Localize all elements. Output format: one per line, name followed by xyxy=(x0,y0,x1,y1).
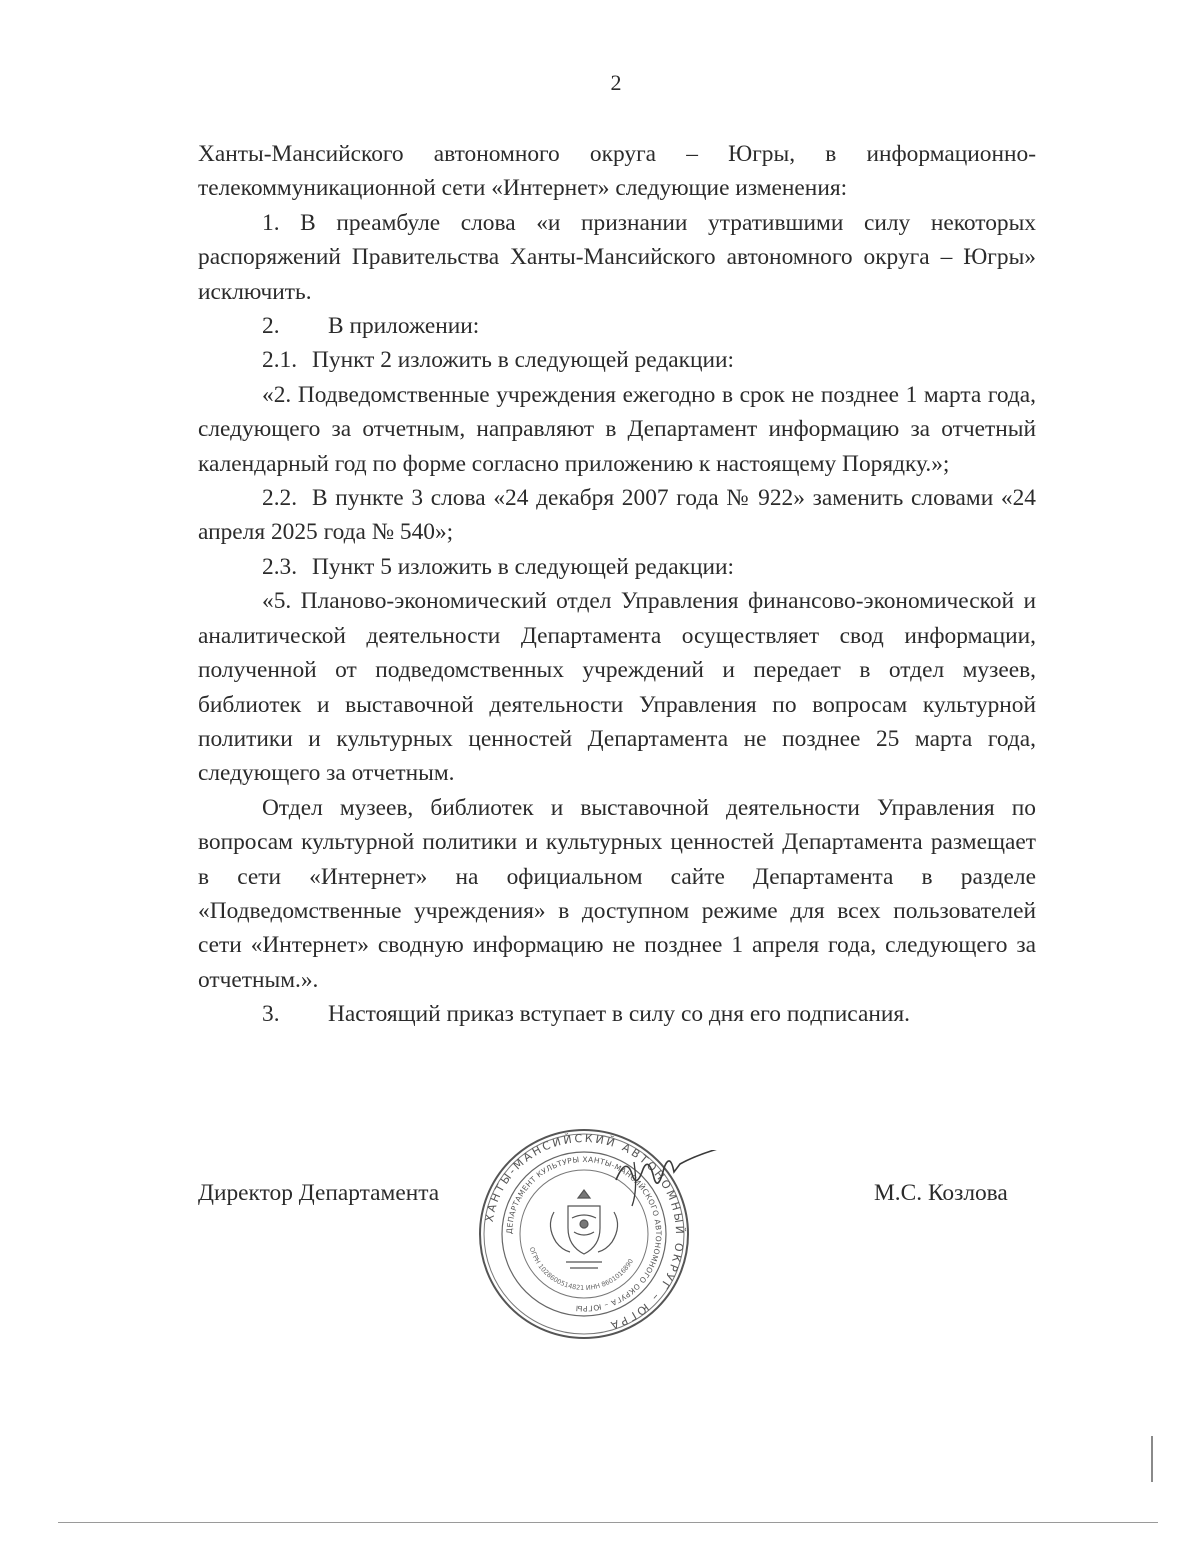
seal-inner-text: ДЕПАРТАМЕНТ КУЛЬТУРЫ ХАНТЫ-МАНСИЙСКОГО АВТОНОМНОГО ОКРУГА – ЮГРЫ xyxy=(504,1154,664,1314)
paragraph-intro-continuation: Ханты-Мансийского автономного округа – Югры, в информационно-телекоммуникационной сети «Интернет» следующие изменения: xyxy=(198,141,1036,202)
svg-text:ХАНТЫ-МАНСИЙСКИЙ АВТОНОМНЫЙ ОК xyxy=(483,1132,686,1333)
item-text: В приложении: xyxy=(328,313,480,340)
paragraph-item-2-2 xyxy=(198,481,1036,550)
paragraph-quoted-point-5: «5. Планово-экономический отдел Управления финансово-экономической и аналитической деятельности Департамента осуществляет свод информации, полученной от подведомственных учреждений и передает в отдел музеев, библиотек и выставочной деятельности Управления по вопросам культурной политики и культурных ценностей Департамента не позднее 25 марта года, следующего за отчетным. xyxy=(198,588,1036,787)
item-text: Настоящий приказ вступает в силу со дня его подписания. xyxy=(328,1001,910,1028)
paragraph-item-2 xyxy=(198,309,1036,343)
handwritten-signature xyxy=(612,1150,732,1210)
paragraph-quoted-point-2: «2. Подведомственные учреждения ежегодно в срок не позднее 1 марта года, следующего за отчетным, направляют в Департамент информацию за отчетный календарный год по форме согласно приложению к настоящему Порядку.»; xyxy=(198,381,1036,477)
paragraph-museum-department: Отдел музеев, библиотек и выставочной деятельности Управления по вопросам культурной политики и культурных ценностей Департамента размещает в сети «Интернет» на официальном сайте Департамента в разделе «Подведомственные учреждения» в доступном режиме для всех пользователей сети «Интернет» сводную информацию не позднее 1 апреля года, следующего за отчетным.». xyxy=(198,794,1036,993)
footer-divider xyxy=(58,1522,1158,1523)
signatory-name: М.С. Козлова xyxy=(874,1180,1008,1206)
coat-of-arms-icon xyxy=(550,1190,617,1268)
page-number: 2 xyxy=(610,70,622,95)
item-number: 2.3. xyxy=(262,553,298,580)
document-body xyxy=(198,137,1036,1032)
item-number: 2. xyxy=(262,313,280,340)
paragraph-item-2-3 xyxy=(198,550,1036,584)
item-number: 3. xyxy=(262,1001,280,1028)
item-number: 2.2. xyxy=(262,485,298,512)
seal-outer-text: ХАНТЫ-МАНСИЙСКИЙ АВТОНОМНЫЙ ОКРУГ – ЮГРА xyxy=(482,1131,687,1333)
item-text: Пункт 2 изложить в следующей редакции: xyxy=(312,347,735,374)
item-text: В пункте 3 слова «24 декабря 2007 года № 922» заменить словами «24 апреля 2025 года № 540»; xyxy=(198,485,1036,546)
svg-text:ОГРН 1028600514821 ИНН 8601016 xyxy=(528,1246,635,1292)
paragraph-item-2-1 xyxy=(198,343,1036,377)
item-number: 2.1. xyxy=(262,347,298,374)
seal-numbers-text: ОГРН 1028600514821 ИНН 8601016890 xyxy=(527,1246,636,1293)
official-seal xyxy=(478,1128,690,1340)
paragraph-item-3 xyxy=(198,997,1036,1031)
paragraph-item-1: 1. В преамбуле слова «и признании утратившими силу некоторых распоряжений Правительства Ханты-Мансийского автономного округа – Югры» исключить. xyxy=(198,209,1036,305)
svg-text:ДЕПАРТАМЕНТ КУЛЬТУРЫ ХАНТЫ-МАН xyxy=(505,1155,663,1313)
item-text: Пункт 5 изложить в следующей редакции: xyxy=(312,553,735,580)
scan-margin-mark xyxy=(1151,1436,1153,1482)
signatory-role: Директор Департамента xyxy=(198,1180,440,1206)
